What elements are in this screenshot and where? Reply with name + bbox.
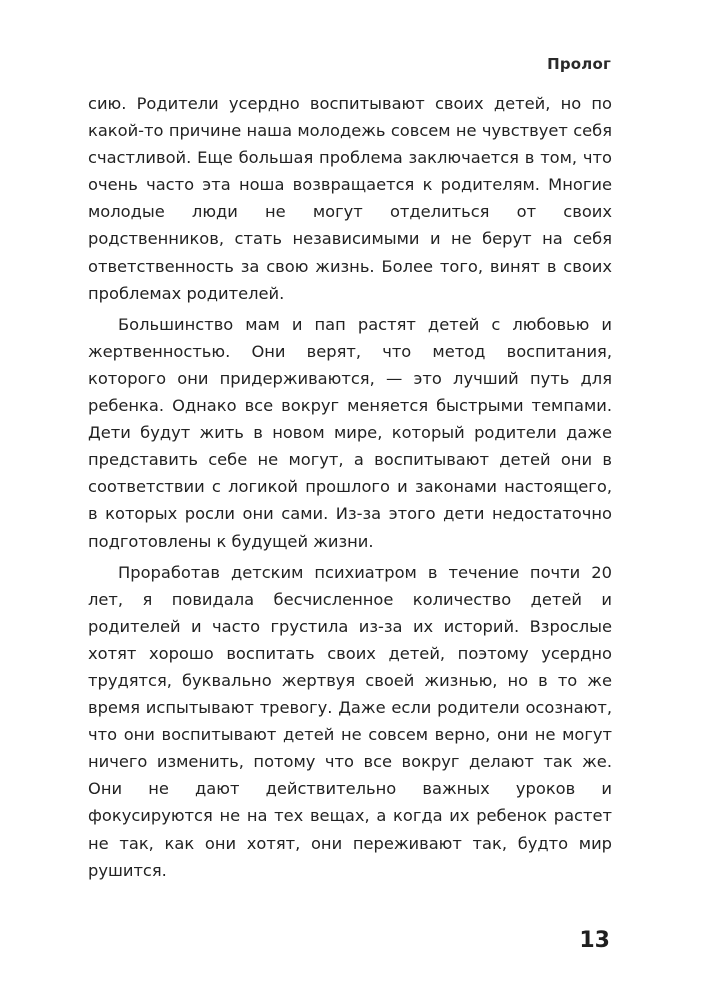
paragraph-3: Проработав детским психиатром в течение почти 20 лет, я повидала бесчисленное количество детей и родителей и часто грустила из-за их историй. Взрослые хотят хорошо воспитать своих детей, поэтому усердно трудятся, буквально жертвуя своей жизнью, но в то же время испытывают тревогу. Даже если родители осознают, что они воспитывают детей не совсем верно, они не могут ничего изменить, потому что все вокруг делают так же. Они не дают действительно важных уроков и фокусируются не на тех вещах, а когда их ребенок растет не так, как они хотят, они переживают так, будто мир рушится.	[88, 562, 612, 880]
paragraph-2: Большинство мам и пап растят детей с любовью и жертвенностью. Они верят, что метод воспитания, которого они придерживаются, — это лучший путь для ребенка. Однако все вокруг меняется быстрыми темпами. Дети будут жить в новом мире, который родители даже представить себе не могут, а воспитывают детей они в соответствии с логикой прошлого и законами настоящего, в которых росли они сами. Из-за этого дети недостаточно подготовлены к будущей жизни.	[88, 314, 612, 551]
running-header-chapter-title: Пролог	[547, 55, 611, 73]
body-text	[88, 90, 612, 884]
paragraph-1: сию. Родители усердно воспитывают своих детей, но по какой-то причине наша молодежь совсем не чувствует себя счастливой. Еще большая проблема заключается в том, что очень часто эта ноша возвращается к родителям. Многие молодые люди не могут отделиться от своих родственников, стать независимыми и не берут на себя ответственность за свою жизнь. Более того, винят в своих проблемах родителей.	[88, 94, 612, 303]
page-number: 13	[579, 928, 610, 953]
